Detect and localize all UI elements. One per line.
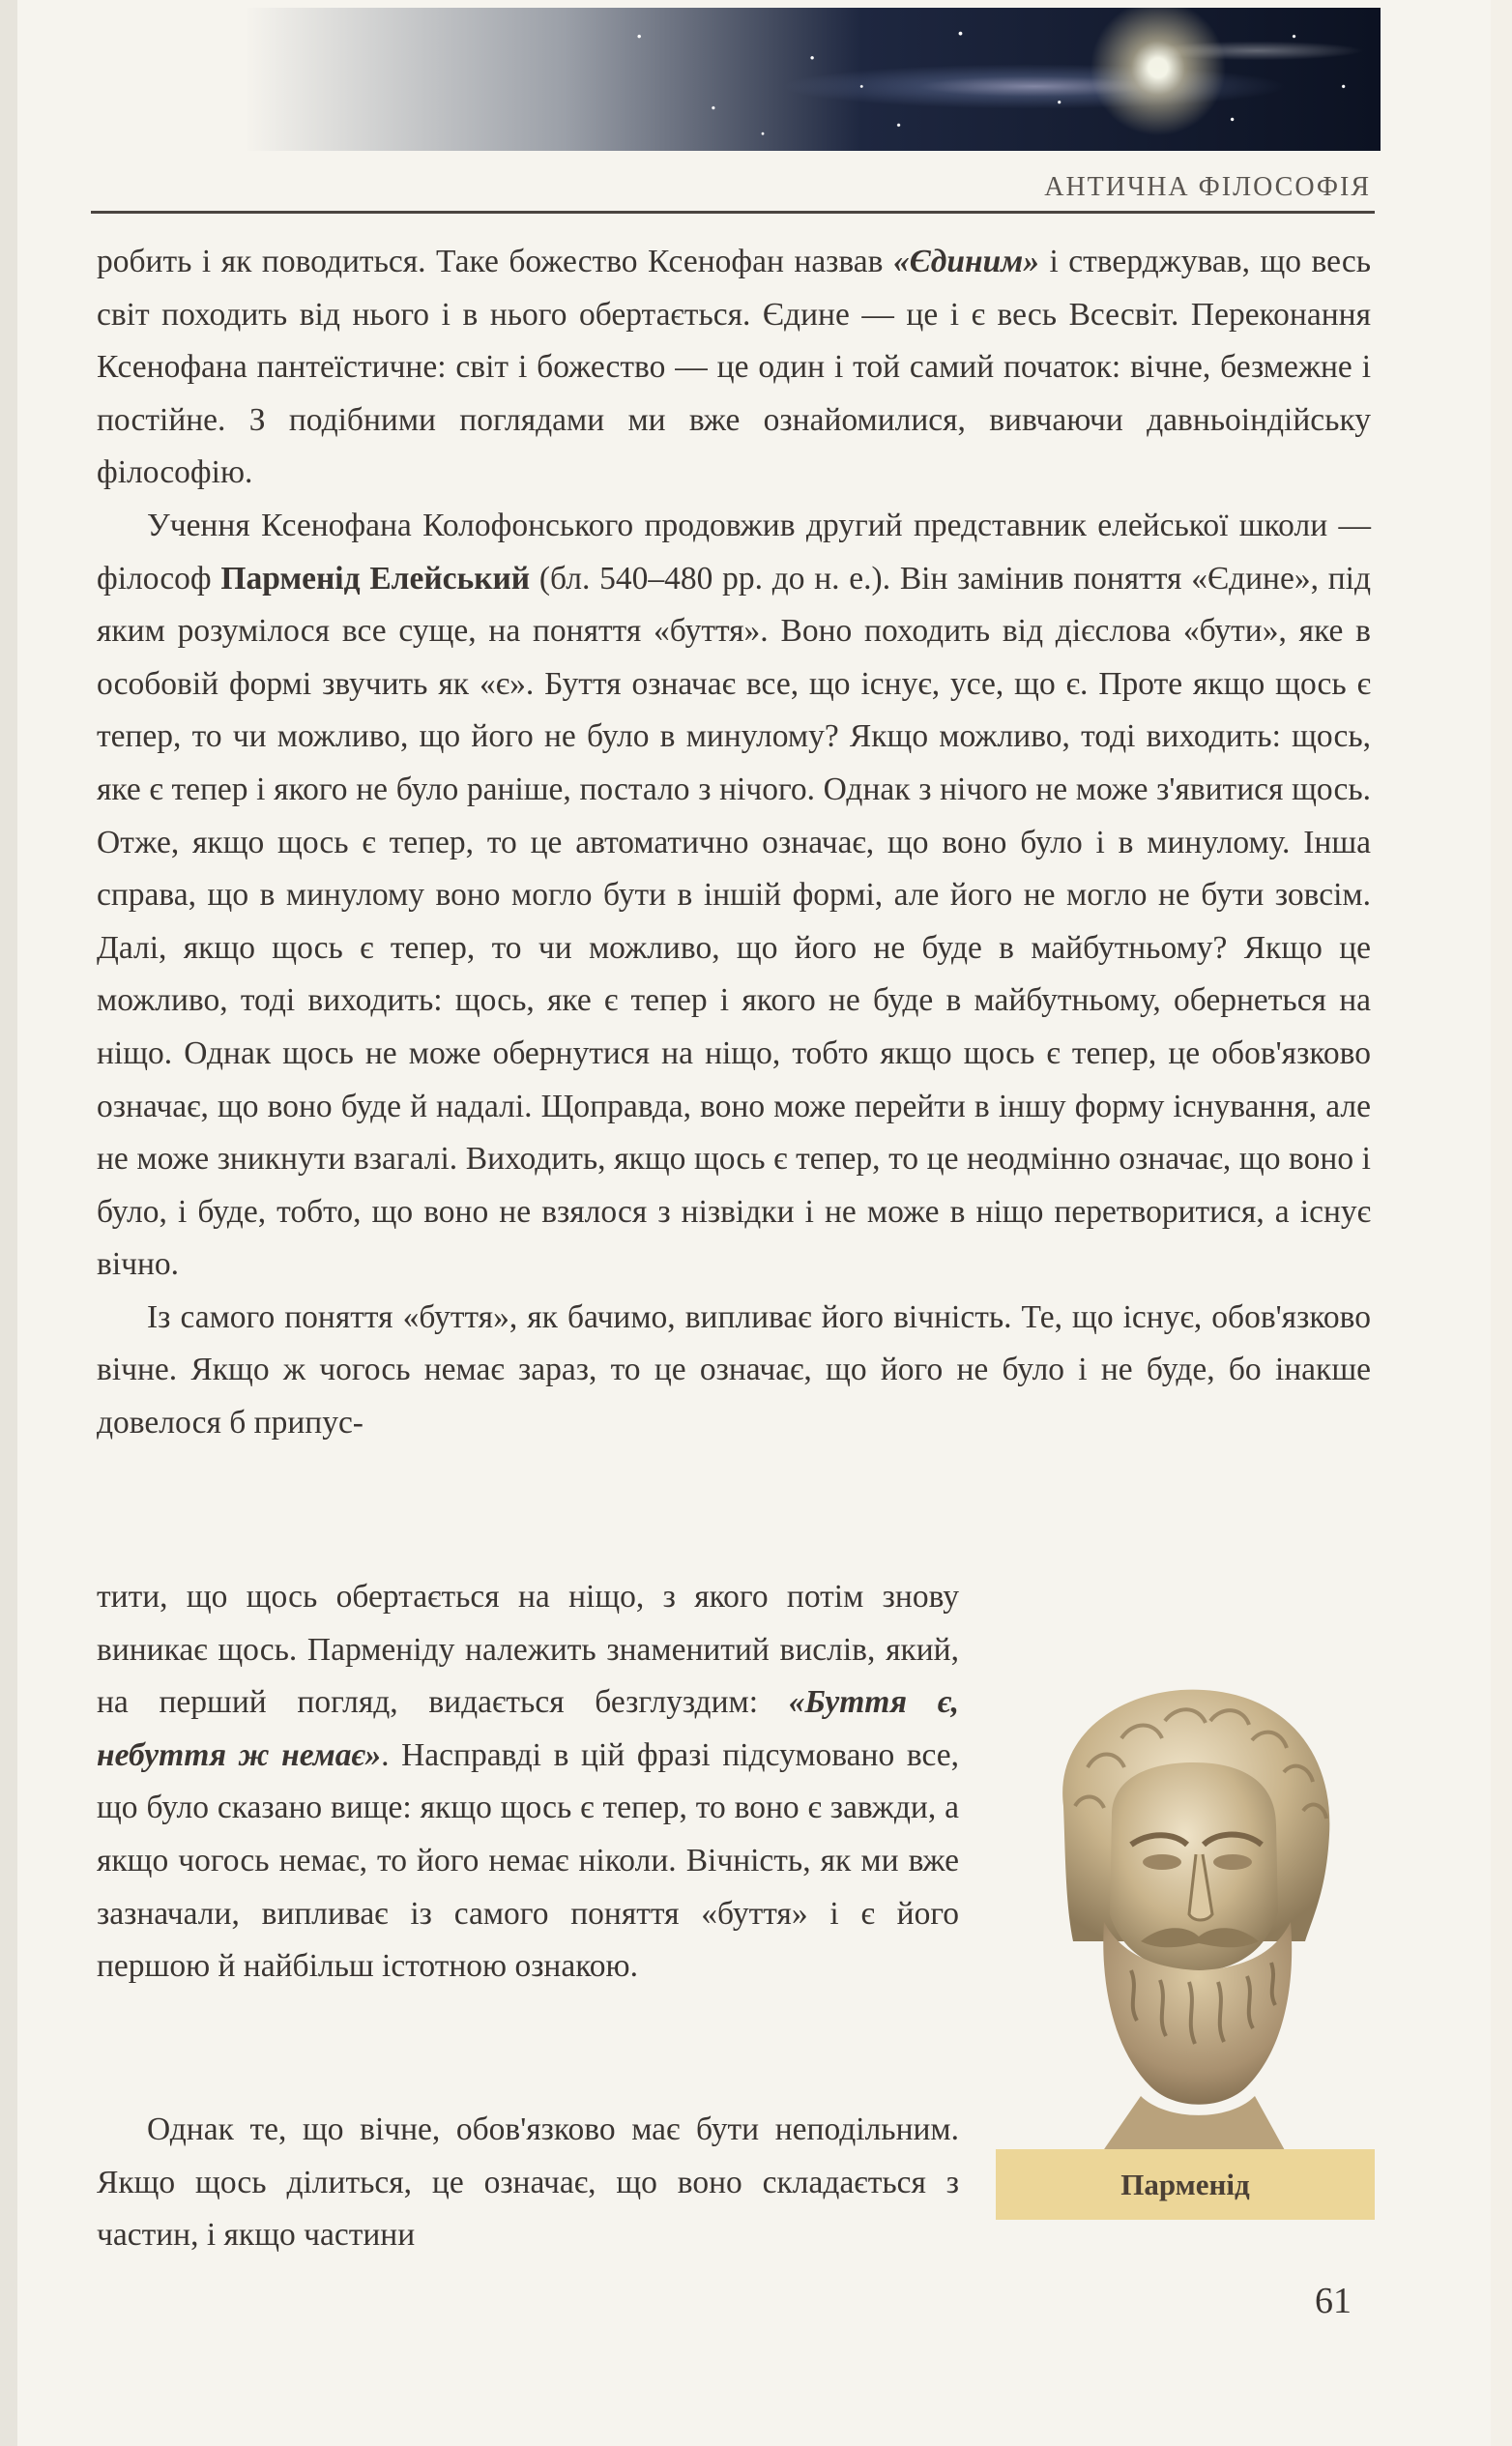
galaxy-header-image [145, 8, 1381, 151]
header-rule [91, 211, 1375, 214]
main-text-column [97, 236, 1371, 1450]
wrapped-text-column [97, 1571, 959, 1994]
running-header: АНТИЧНА ФІЛОСОФІЯ [1044, 172, 1371, 202]
page-binding-edge [0, 0, 17, 2446]
paragraph-1: робить і як поводиться. Таке божество Ксенофан назвав «Єдиним» і стверджував, що весь світ походить від нього і в нього обертається. Єдине — це і є весь Всесвіт. Переконання Ксенофана пантеїстичне: світ і божество — це один і той самий початок: вічне, безмежне і постійне. З подібними поглядами ми вже ознайомилися, вивчаючи давньоіндійську філософію. [97, 244, 1371, 491]
starfield-decoration [145, 8, 1381, 151]
figure-caption: Парменід [1120, 2167, 1250, 2201]
parmenides-figure [996, 1661, 1375, 2220]
quote-buttia: «Буття є, небуття ж немає» [97, 1684, 959, 1773]
paragraph-2: Учення Ксенофана Колофонського продовжив другий представник елейської школи — філософ Парменід Елейський (бл. 540–480 рр. до н. е.). Він замінив поняття «Єдине», під яким розумілося все суще, на поняття «буття». Воно походить від дієслова «бути», яке в особовій формі звучить як «є». Буття означає все, що існує, усе, що є. Проте якщо щось є тепер, то чи можливо, що його не було в минулому? Якщо можливо, тоді виходить: щось, яке є тепер і якого не було раніше, постало з нічого. Однак з нічого не може з'явитися щось. Отже, якщо щось є тепер, то це автоматично означає, що воно було і в минулому. Інша справа, що в минулому воно могло бути в іншій формі, але його не могло не бути зовсім. Далі, якщо щось є тепер, то чи можливо, що його не буде в майбутньому? Якщо це можливо, тоді виходить: щось, яке є тепер і якого не буде в майбутньому, обернеться на ніщо. Однак щось не може обернутися на ніщо, тобто якщо щось є тепер, це обов'язково означає, що воно буде й надалі. Щоправда, воно може перейти в іншу форму існування, але не може зникнути взагалі. Виходить, якщо щось є тепер, то це неодмінно означає, що воно і було, і буде, тобто, що воно не взялося з нізвідки і не може в ніщо перетворитися, а існує вічно. [97, 507, 1371, 1283]
bust-illustration [996, 1661, 1375, 2152]
figure-caption-box [996, 2149, 1375, 2220]
paragraph-3-start: Із самого поняття «буття», як бачимо, випливає його вічність. Те, що існує, обов'язково вічне. Якщо ж чогось немає зараз, то це означає, що його не було і не буде, бо інакше довелося б припус- [97, 1298, 1371, 1441]
emphasis-yedynym: «Єдиним» [893, 244, 1039, 279]
paragraph-4: Однак те, що вічне, обов'язково має бути неподільним. Якщо щось ділиться, це означає, що воно складається з частин, і якщо частини [97, 2111, 959, 2254]
wrapped-text-column-2 [97, 2104, 959, 2262]
philosopher-name: Парменід Елейський [220, 560, 531, 597]
paragraph-3-continued: тити, що щось обертається на ніщо, з якого потім знову виникає щось. Парменіду належить знаменитий вислів, який, на перший погляд, видається безглуздим: «Буття є, небуття ж немає». Насправді в цій фразі підсумовано все, що було сказано вище: якщо щось є тепер, то воно є завжди, а якщо чогось немає, то його немає ніколи. Вічність, як ми вже зазначали, випливає із самого поняття «буття» і є його першою й найбільш істотною ознакою. [97, 1579, 959, 1985]
page-number: 61 [1315, 2281, 1352, 2321]
parmenides-bust-image [996, 1661, 1375, 2152]
